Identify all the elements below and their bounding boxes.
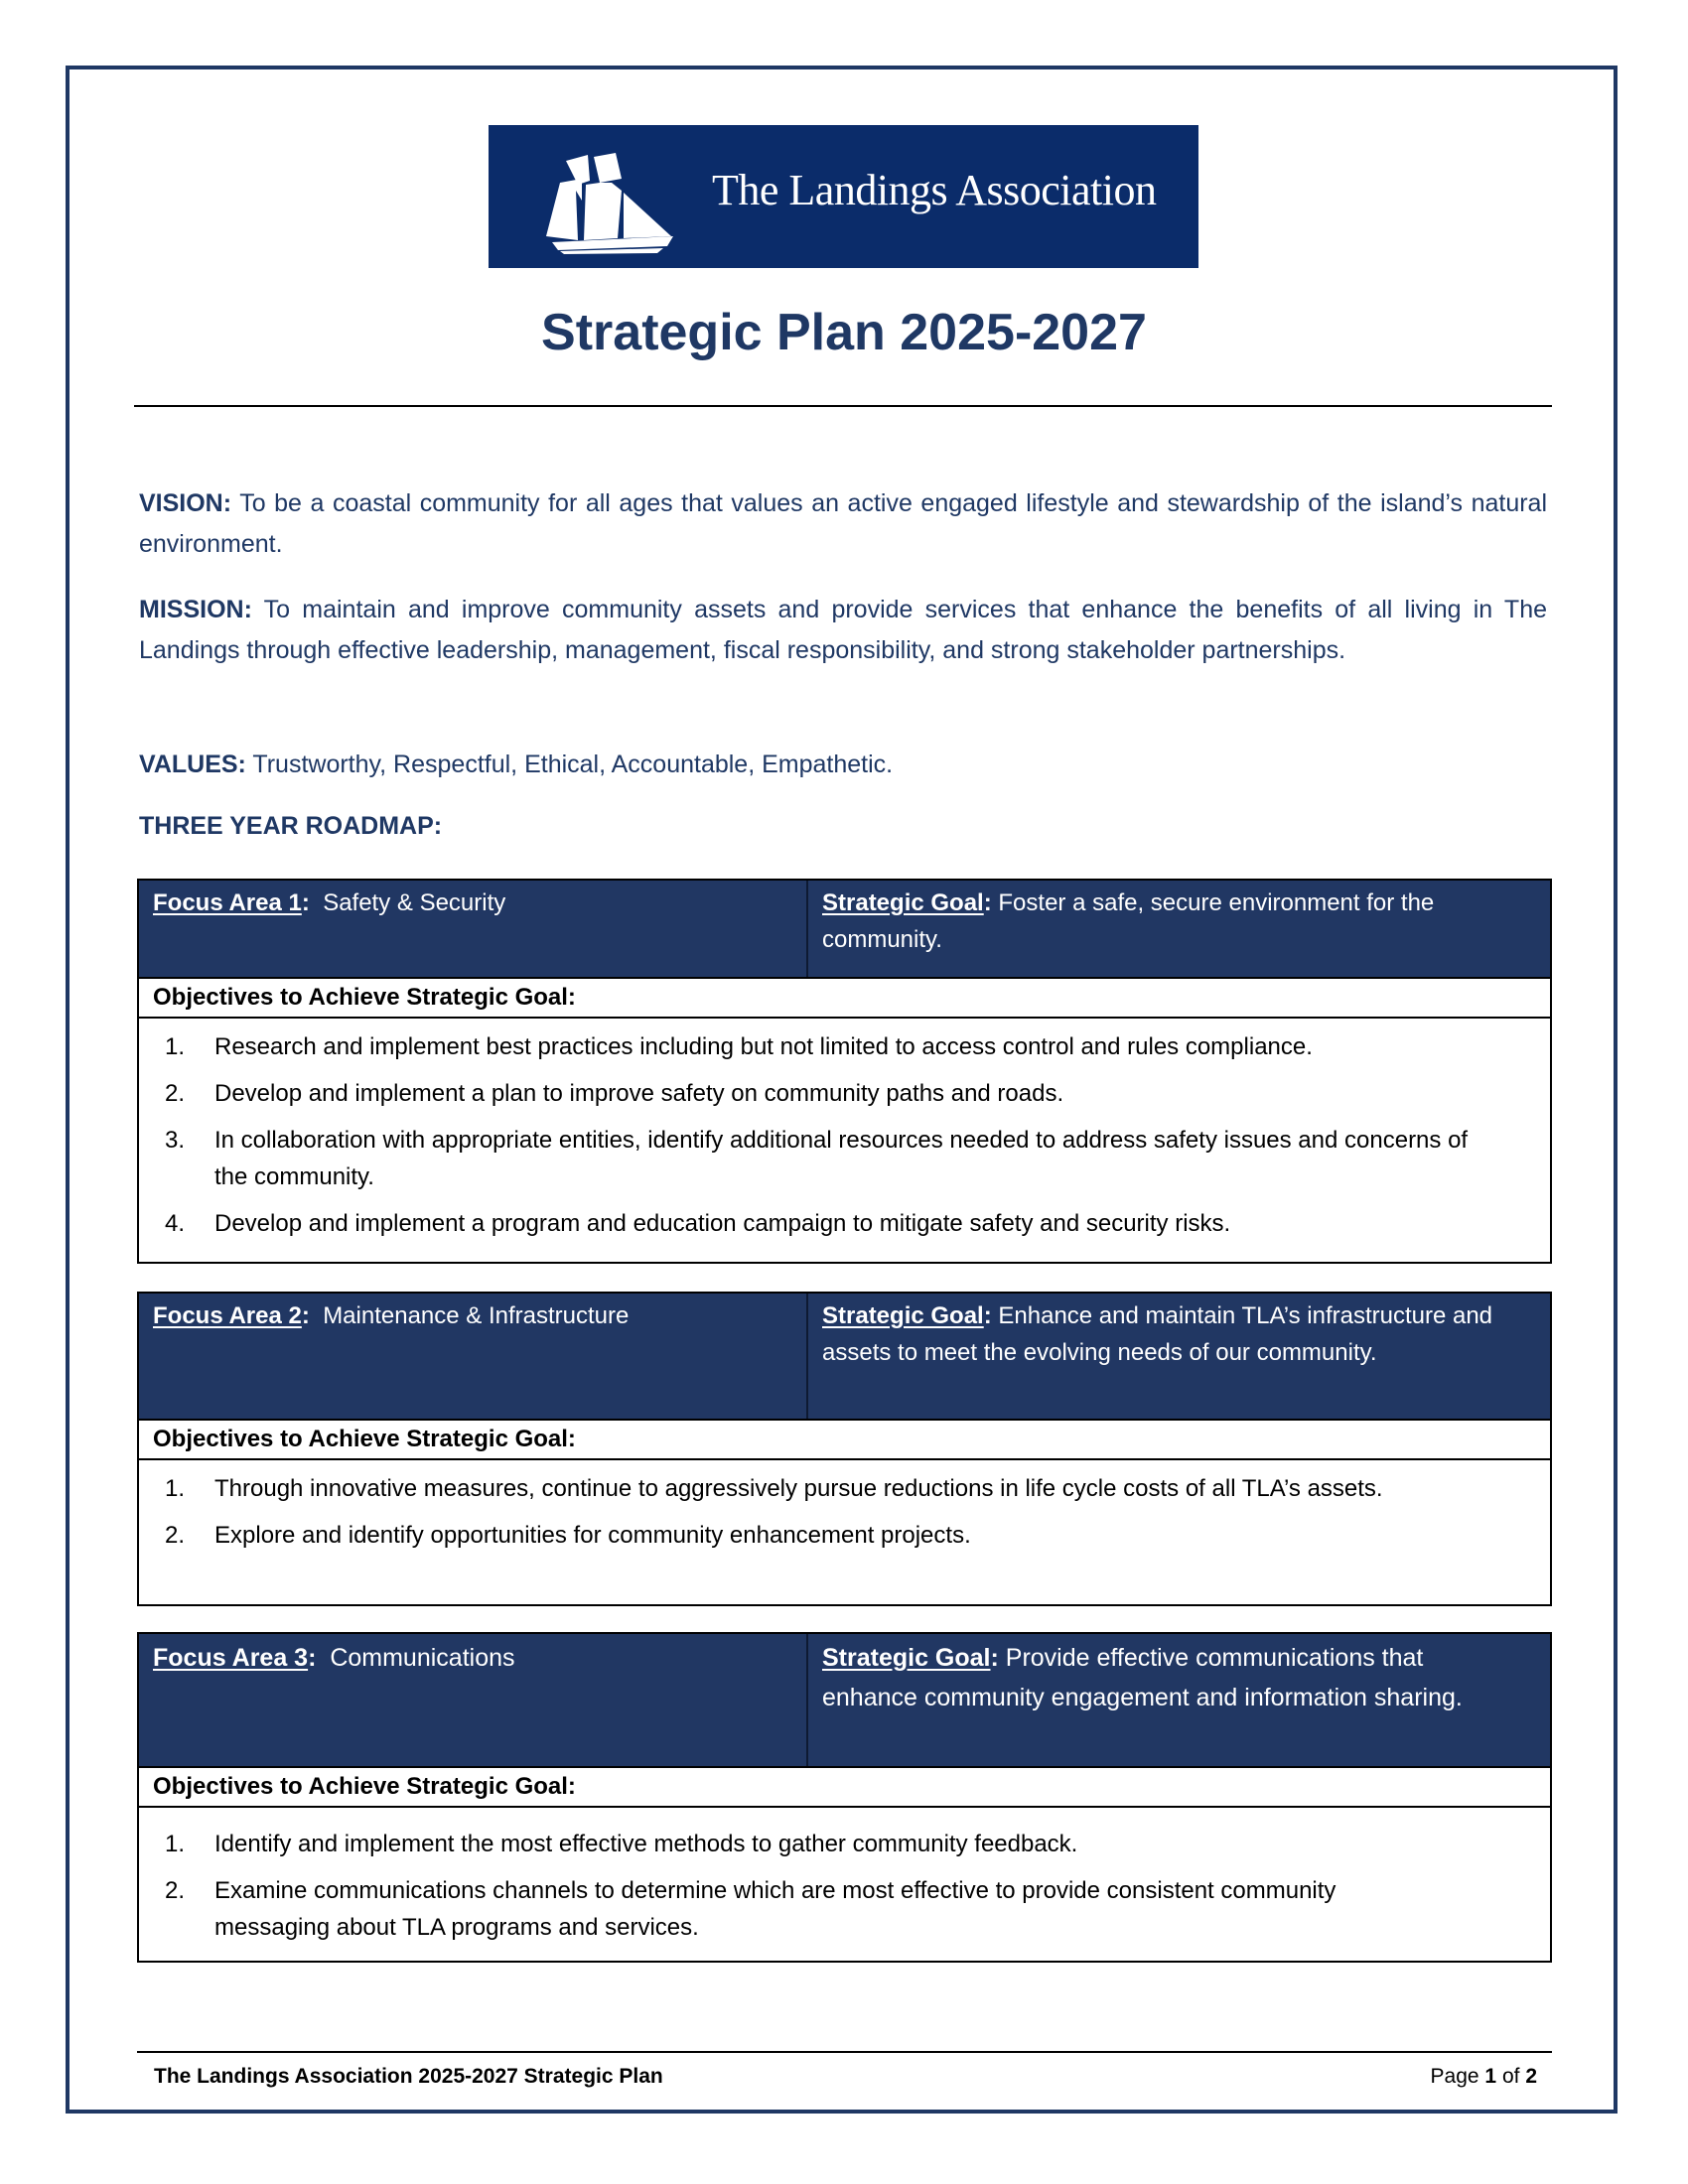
focus-area-name: Communications	[330, 1644, 515, 1672]
footer-title: The Landings Association 2025-2027 Strategic Plan	[154, 2065, 663, 2088]
objective-item: 3. In collaboration with appropriate entities, identify additional resources needed to address safety issues and concerns of the community.	[165, 1127, 1469, 1190]
focus-area-table	[137, 879, 1552, 1264]
focus-area-table	[137, 1632, 1552, 1963]
objectives-list	[139, 1019, 1550, 1254]
objectives-list	[139, 1808, 1550, 1958]
strategic-goal-text: Foster a safe, secure environment for the community.	[822, 889, 1435, 953]
mission-text: To maintain and improve community assets and provide services that enhance the benefits of all living in The Landings through effective leadership, management, fiscal responsibility, and strong stakeholder partnerships.	[139, 596, 1548, 664]
objective-item: 2. Develop and implement a plan to improve safety on community paths and roads.	[165, 1080, 1064, 1107]
values-text: Trustworthy, Respectful, Ethical, Accountable, Empathetic.	[252, 751, 894, 778]
focus-area-cell: Focus Area 2: Maintenance & Infrastructure	[139, 1294, 808, 1419]
focus-area-cell: Focus Area 3: Communications	[139, 1634, 808, 1766]
vision-paragraph	[139, 483, 1547, 565]
page-number: Page 1 of 2	[1430, 2065, 1537, 2088]
focus-area-table	[137, 1292, 1552, 1606]
logo-text: The Landings Association	[712, 166, 1157, 214]
objectives-heading: Objectives to Achieve Strategic Goal:	[139, 1768, 1550, 1808]
ship-icon	[538, 151, 679, 254]
focus-area-header	[139, 1294, 1550, 1421]
current-page: 1	[1484, 2065, 1497, 2088]
mission-paragraph	[139, 590, 1547, 671]
roadmap-heading: THREE YEAR ROADMAP:	[139, 812, 443, 840]
strategic-goal-text: Provide effective communications that enhance community engagement and information sharing.	[822, 1644, 1463, 1711]
objective-item: 1. Research and implement best practices including but not limited to access control and rules compliance.	[165, 1033, 1313, 1060]
strategic-goal-cell: Strategic Goal: Provide effective communications that enhance community engagement and information sharing.	[822, 1644, 1463, 1711]
logo-banner	[489, 125, 1198, 268]
objectives-heading: Objectives to Achieve Strategic Goal:	[139, 979, 1550, 1019]
objectives-heading: Objectives to Achieve Strategic Goal:	[139, 1421, 1550, 1460]
focus-area-label: Focus Area 1	[153, 889, 302, 916]
vision-label: VISION:	[139, 489, 232, 517]
vision-text: To be a coastal community for all ages that values an active engaged lifestyle and stewardship of the island’s natural environment.	[139, 489, 1548, 558]
mission-label: MISSION:	[139, 596, 252, 623]
strategic-goal-text: Enhance and maintain TLA’s infrastructure and assets to meet the evolving needs of our community.	[822, 1302, 1493, 1366]
strategic-goal-label: Strategic Goal	[822, 889, 984, 916]
focus-area-name: Safety & Security	[323, 889, 506, 916]
footer-divider	[137, 2051, 1552, 2053]
objectives-list	[139, 1460, 1550, 1566]
focus-area-cell: Focus Area 1: Safety & Security	[139, 881, 808, 977]
values-label: VALUES:	[139, 751, 246, 778]
focus-area-label: Focus Area 3	[153, 1644, 309, 1672]
focus-area-header	[139, 1634, 1550, 1768]
page-title: Strategic Plan 2025-2027	[541, 304, 1147, 361]
strategic-goal-label: Strategic Goal	[822, 1302, 984, 1329]
focus-area-name: Maintenance & Infrastructure	[323, 1302, 630, 1329]
objective-item: 4. Develop and implement a program and education campaign to mitigate safety and security risks.	[165, 1210, 1231, 1237]
strategic-goal-cell: Strategic Goal: Enhance and maintain TLA’s infrastructure and assets to meet the evolving needs of our community.	[822, 1302, 1493, 1366]
objective-item: 1. Identify and implement the most effective methods to gather community feedback.	[165, 1831, 1078, 1857]
focus-area-header	[139, 881, 1550, 979]
objective-item: 2. Examine communications channels to determine which are most effective to provide consistent community messaging about TLA programs and services.	[165, 1877, 1336, 1941]
values-paragraph	[139, 745, 1547, 785]
strategic-goal-label: Strategic Goal	[822, 1644, 991, 1672]
objective-item: 2. Explore and identify opportunities for community enhancement projects.	[165, 1522, 971, 1549]
total-pages: 2	[1525, 2065, 1537, 2088]
strategic-goal-cell: Strategic Goal: Foster a safe, secure environment for the community.	[822, 889, 1435, 953]
focus-area-label: Focus Area 2	[153, 1302, 302, 1329]
title-divider	[134, 405, 1552, 407]
objective-item: 1. Through innovative measures, continue to aggressively pursue reductions in life cycle costs of all TLA’s assets.	[165, 1475, 1383, 1502]
